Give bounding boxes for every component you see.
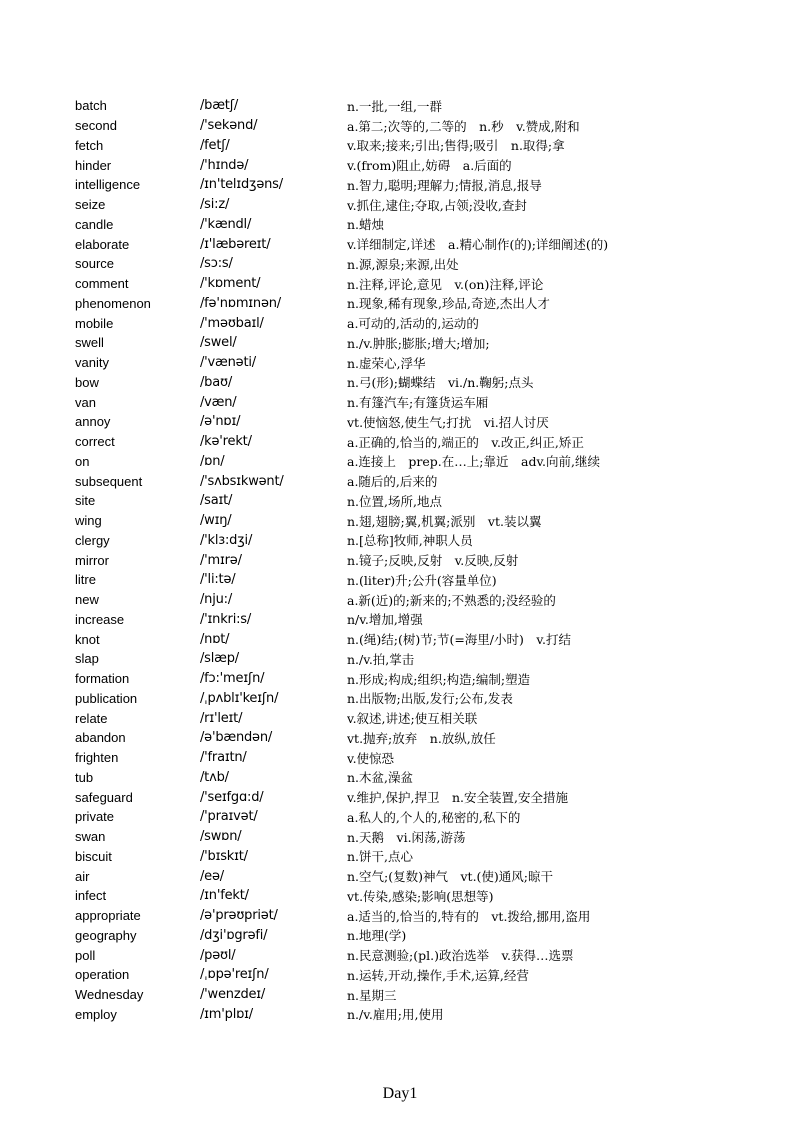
word: batch xyxy=(75,98,107,114)
phonetic: /'praɪvət/ xyxy=(200,809,258,825)
word: infect xyxy=(75,888,107,904)
meaning: v.维护,保护,捍卫 n.安全装置,安全措施 xyxy=(347,790,568,806)
meaning: a.私人的,个人的,秘密的,私下的 xyxy=(347,809,521,825)
meaning: a.正确的,恰当的,端正的 v.改正,纠正,矫正 xyxy=(347,434,584,450)
word: increase xyxy=(75,611,125,627)
phonetic: /'mɪrə/ xyxy=(200,552,242,568)
vocab-entry xyxy=(75,926,775,946)
phonetic: /ɒn/ xyxy=(200,453,225,469)
meaning: n./v.雇用;用,使用 xyxy=(347,1007,444,1023)
phonetic: /'məʊbaɪl/ xyxy=(200,315,264,331)
meaning: n.现象,稀有现象,珍品,奇迹,杰出人才 xyxy=(347,296,550,312)
page-label: Day1 xyxy=(382,1085,418,1102)
phonetic: /dʒi'ɒgrəfi/ xyxy=(200,927,268,943)
phonetic: /eə/ xyxy=(200,868,224,884)
word: appropriate xyxy=(75,908,141,924)
word: intelligence xyxy=(75,177,141,193)
vocab-entry xyxy=(75,590,775,610)
phonetic: /'sekənd/ xyxy=(200,118,258,134)
word: abandon xyxy=(75,730,126,746)
vocab-entry xyxy=(75,373,775,393)
word: annoy xyxy=(75,414,111,430)
phonetic: /'wenzdeɪ/ xyxy=(200,987,266,1003)
phonetic: /'kændl/ xyxy=(200,216,252,232)
vocab-entry xyxy=(75,96,775,116)
vocab-entry xyxy=(75,452,775,472)
meaning: v.抓住,逮住;夺取,占领;没收,查封 xyxy=(347,197,527,213)
vocab-entry xyxy=(75,136,775,156)
vocab-entry xyxy=(75,215,775,235)
vocab-entry xyxy=(75,392,775,412)
phonetic: /nɒt/ xyxy=(200,631,230,647)
vocab-entry xyxy=(75,294,775,314)
meaning: n.(liter)升;公升(容量单位) xyxy=(347,572,497,588)
phonetic: /ɪm'plɒɪ/ xyxy=(200,1006,253,1022)
word: frighten xyxy=(75,750,119,766)
phonetic: /rɪ'leɪt/ xyxy=(200,710,243,726)
phonetic: /fə'nɒmɪnən/ xyxy=(200,295,281,311)
meaning: n.空气;(复数)神气 vt.(使)通风;晾干 xyxy=(347,869,554,885)
meaning: v.取来;接来;引出;售得;吸引 n.取得;拿 xyxy=(347,138,565,154)
meaning: a.连接上 prep.在…上;靠近 adv.向前,继续 xyxy=(347,454,600,470)
vocab-entry xyxy=(75,886,775,906)
phonetic: /ɪ'læbəreɪt/ xyxy=(200,236,271,252)
word: air xyxy=(75,868,90,884)
vocab-entry xyxy=(75,728,775,748)
vocab-entry xyxy=(75,965,775,985)
meaning: n./v.肿胀;膨胀;增大;增加; xyxy=(347,335,490,351)
vocab-entry xyxy=(75,412,775,432)
meaning: n./v.拍,掌击 xyxy=(347,651,415,667)
meaning: n.出版物;出版,发行;公布,发表 xyxy=(347,691,513,707)
word: geography xyxy=(75,927,137,943)
word: candle xyxy=(75,216,114,232)
phonetic: /fɔ:'meɪʃn/ xyxy=(200,671,265,687)
word: swell xyxy=(75,335,104,351)
word: litre xyxy=(75,572,96,588)
vocab-entry xyxy=(75,610,775,630)
phonetic: /nju:/ xyxy=(200,592,233,608)
phonetic: /'hɪndə/ xyxy=(200,157,249,173)
meaning: n.虚荣心,浮华 xyxy=(347,355,426,371)
page-footer xyxy=(0,1085,800,1103)
phonetic: /'vænəti/ xyxy=(200,355,256,371)
phonetic: /ə'nɒɪ/ xyxy=(200,414,241,430)
word: safeguard xyxy=(75,789,133,805)
word: relate xyxy=(75,710,108,726)
meaning: n.天鹅 vi.闲荡,游荡 xyxy=(347,829,466,845)
phonetic: /baʊ/ xyxy=(200,374,233,390)
vocab-entry xyxy=(75,945,775,965)
vocab-entry xyxy=(75,274,775,294)
vocab-entry xyxy=(75,570,775,590)
word: private xyxy=(75,809,115,825)
phonetic: /slæp/ xyxy=(200,651,239,667)
vocab-entry xyxy=(75,708,775,728)
phonetic: /'bɪskɪt/ xyxy=(200,848,248,864)
word: site xyxy=(75,493,96,509)
word: slap xyxy=(75,651,99,667)
phonetic: /'seɪfgɑ:d/ xyxy=(200,789,264,805)
phonetic: /'kɒment/ xyxy=(200,276,261,292)
meaning: v.叙述,讲述;使互相关联 xyxy=(347,711,478,727)
phonetic: /ˌɒpə'reɪʃn/ xyxy=(200,967,269,983)
phonetic: /si:z/ xyxy=(200,197,230,213)
vocab-entry xyxy=(75,906,775,926)
phonetic: /saɪt/ xyxy=(200,493,233,509)
meaning: a.第二;次等的,二等的 n.秒 v.赞成,附和 xyxy=(347,118,580,134)
word: mirror xyxy=(75,552,109,568)
meaning: n.(绳)结;(树)节;节(=海里/小时) v.打结 xyxy=(347,632,571,648)
meaning: n.[总称]牧师,神职人员 xyxy=(347,533,473,549)
meaning: a.新(近)的;新来的;不熟悉的;没经验的 xyxy=(347,592,556,608)
vocab-entry xyxy=(75,629,775,649)
phonetic: /swel/ xyxy=(200,335,237,351)
vocab-entry xyxy=(75,333,775,353)
vocab-entry xyxy=(75,748,775,768)
word: biscuit xyxy=(75,848,112,864)
vocab-entry xyxy=(75,491,775,511)
word: van xyxy=(75,394,96,410)
meaning: n.地理(学) xyxy=(347,928,407,944)
phonetic: /swɒn/ xyxy=(200,829,242,845)
vocab-entry xyxy=(75,1005,775,1025)
word: bow xyxy=(75,374,99,390)
word: vanity xyxy=(75,355,109,371)
vocabulary-list xyxy=(75,96,775,1024)
vocab-entry xyxy=(75,649,775,669)
word: mobile xyxy=(75,315,114,331)
phonetic: /væn/ xyxy=(200,394,237,410)
word: formation xyxy=(75,671,130,687)
phonetic: /sɔ:s/ xyxy=(200,256,233,272)
phonetic: /'fraɪtn/ xyxy=(200,750,247,766)
vocab-entry xyxy=(75,116,775,136)
vocab-entry xyxy=(75,531,775,551)
meaning: n/v.增加,增强 xyxy=(347,612,423,628)
vocab-entry xyxy=(75,353,775,373)
word: wing xyxy=(75,513,102,529)
vocab-entry xyxy=(75,471,775,491)
word: fetch xyxy=(75,137,104,153)
vocab-entry xyxy=(75,313,775,333)
meaning: n.蜡烛 xyxy=(347,217,385,233)
vocab-entry xyxy=(75,511,775,531)
vocab-entry xyxy=(75,768,775,788)
meaning: n.形成;构成;组织;构造;编制;塑造 xyxy=(347,671,531,687)
meaning: n.注释,评论,意见 v.(on)注释,评论 xyxy=(347,276,544,292)
vocab-entry xyxy=(75,807,775,827)
phonetic: /'klɜ:dʒi/ xyxy=(200,532,253,548)
meaning: n.翅,翅膀;翼,机翼;派别 vt.装以翼 xyxy=(347,513,542,529)
vocab-entry xyxy=(75,787,775,807)
vocab-entry xyxy=(75,669,775,689)
vocab-entry xyxy=(75,985,775,1005)
word: new xyxy=(75,592,99,608)
phonetic: /'li:tə/ xyxy=(200,572,236,588)
meaning: n.民意测验;(pl.)政治选举 v.获得…选票 xyxy=(347,948,574,964)
vocab-entry xyxy=(75,175,775,195)
meaning: a.适当的,恰当的,特有的 vt.拨给,挪用,盗用 xyxy=(347,908,591,924)
meaning: n.有篷汽车;有篷货运车厢 xyxy=(347,395,489,411)
word: hinder xyxy=(75,157,112,173)
word: operation xyxy=(75,967,130,983)
meaning: n.智力,聪明;理解力;情报,消息,报导 xyxy=(347,177,542,193)
word: poll xyxy=(75,947,96,963)
word: second xyxy=(75,118,117,134)
meaning: n.运转,开动,操作,手术,运算,经营 xyxy=(347,967,529,983)
word: elaborate xyxy=(75,236,130,252)
meaning: n.星期三 xyxy=(347,987,397,1003)
meaning: n.位置,场所,地点 xyxy=(347,493,442,509)
vocab-entry xyxy=(75,689,775,709)
phonetic: /bætʃ/ xyxy=(200,98,239,114)
meaning: n.饼干,点心 xyxy=(347,849,413,865)
word: on xyxy=(75,453,90,469)
vocab-entry xyxy=(75,195,775,215)
meaning: a.随后的,后来的 xyxy=(347,474,438,490)
word: correct xyxy=(75,434,115,450)
vocab-entry xyxy=(75,234,775,254)
meaning: vt.传染,感染;影响(思想等) xyxy=(347,888,494,904)
phonetic: /kə'rekt/ xyxy=(200,434,252,450)
word: clergy xyxy=(75,532,110,548)
word: Wednesday xyxy=(75,987,144,1003)
vocab-entry xyxy=(75,847,775,867)
phonetic: /wɪŋ/ xyxy=(200,513,232,529)
phonetic: /ə'prəʊpriət/ xyxy=(200,908,278,924)
word: swan xyxy=(75,829,106,845)
phonetic: /fetʃ/ xyxy=(200,137,230,153)
meaning: n.镜子;反映,反射 v.反映,反射 xyxy=(347,553,519,569)
word: source xyxy=(75,256,115,272)
meaning: v.(from)阻止,妨碍 a.后面的 xyxy=(347,158,512,174)
word: tub xyxy=(75,769,94,785)
vocab-entry xyxy=(75,550,775,570)
word: comment xyxy=(75,276,129,292)
meaning: vt.使恼怒,使生气;打扰 vi.招人讨厌 xyxy=(347,414,549,430)
vocab-entry xyxy=(75,432,775,452)
vocab-entry xyxy=(75,155,775,175)
vocab-entry xyxy=(75,866,775,886)
phonetic: /'sʌbsɪkwənt/ xyxy=(200,473,284,489)
phonetic: /ə'bændən/ xyxy=(200,730,273,746)
phonetic: /'ɪnkri:s/ xyxy=(200,611,252,627)
meaning: n.弓(形);蝴蝶结 vi./n.鞠躬;点头 xyxy=(347,375,534,391)
meaning: n.源,源泉;来源,出处 xyxy=(347,256,459,272)
vocab-entry xyxy=(75,827,775,847)
meaning: a.可动的,活动的,运动的 xyxy=(347,316,479,332)
meaning: v.使惊恐 xyxy=(347,750,395,766)
phonetic: /ɪn'fekt/ xyxy=(200,888,249,904)
phonetic: /tʌb/ xyxy=(200,769,229,785)
word: subsequent xyxy=(75,473,143,489)
phonetic: /ɪn'telɪdʒəns/ xyxy=(200,177,283,193)
word: seize xyxy=(75,197,106,213)
vocab-entry xyxy=(75,254,775,274)
word: publication xyxy=(75,690,138,706)
phonetic: /ˌpʌblɪ'keɪʃn/ xyxy=(200,690,279,706)
meaning: vt.抛弃;放弃 n.放纵,放任 xyxy=(347,730,496,746)
word: knot xyxy=(75,631,100,647)
word: phenomenon xyxy=(75,295,151,311)
phonetic: /pəʊl/ xyxy=(200,947,236,963)
meaning: n.木盆,澡盆 xyxy=(347,770,413,786)
meaning: v.详细制定,详述 a.精心制作(的);详细阐述(的) xyxy=(347,237,609,253)
meaning: n.一批,一组,一群 xyxy=(347,98,442,114)
word: employ xyxy=(75,1006,117,1022)
